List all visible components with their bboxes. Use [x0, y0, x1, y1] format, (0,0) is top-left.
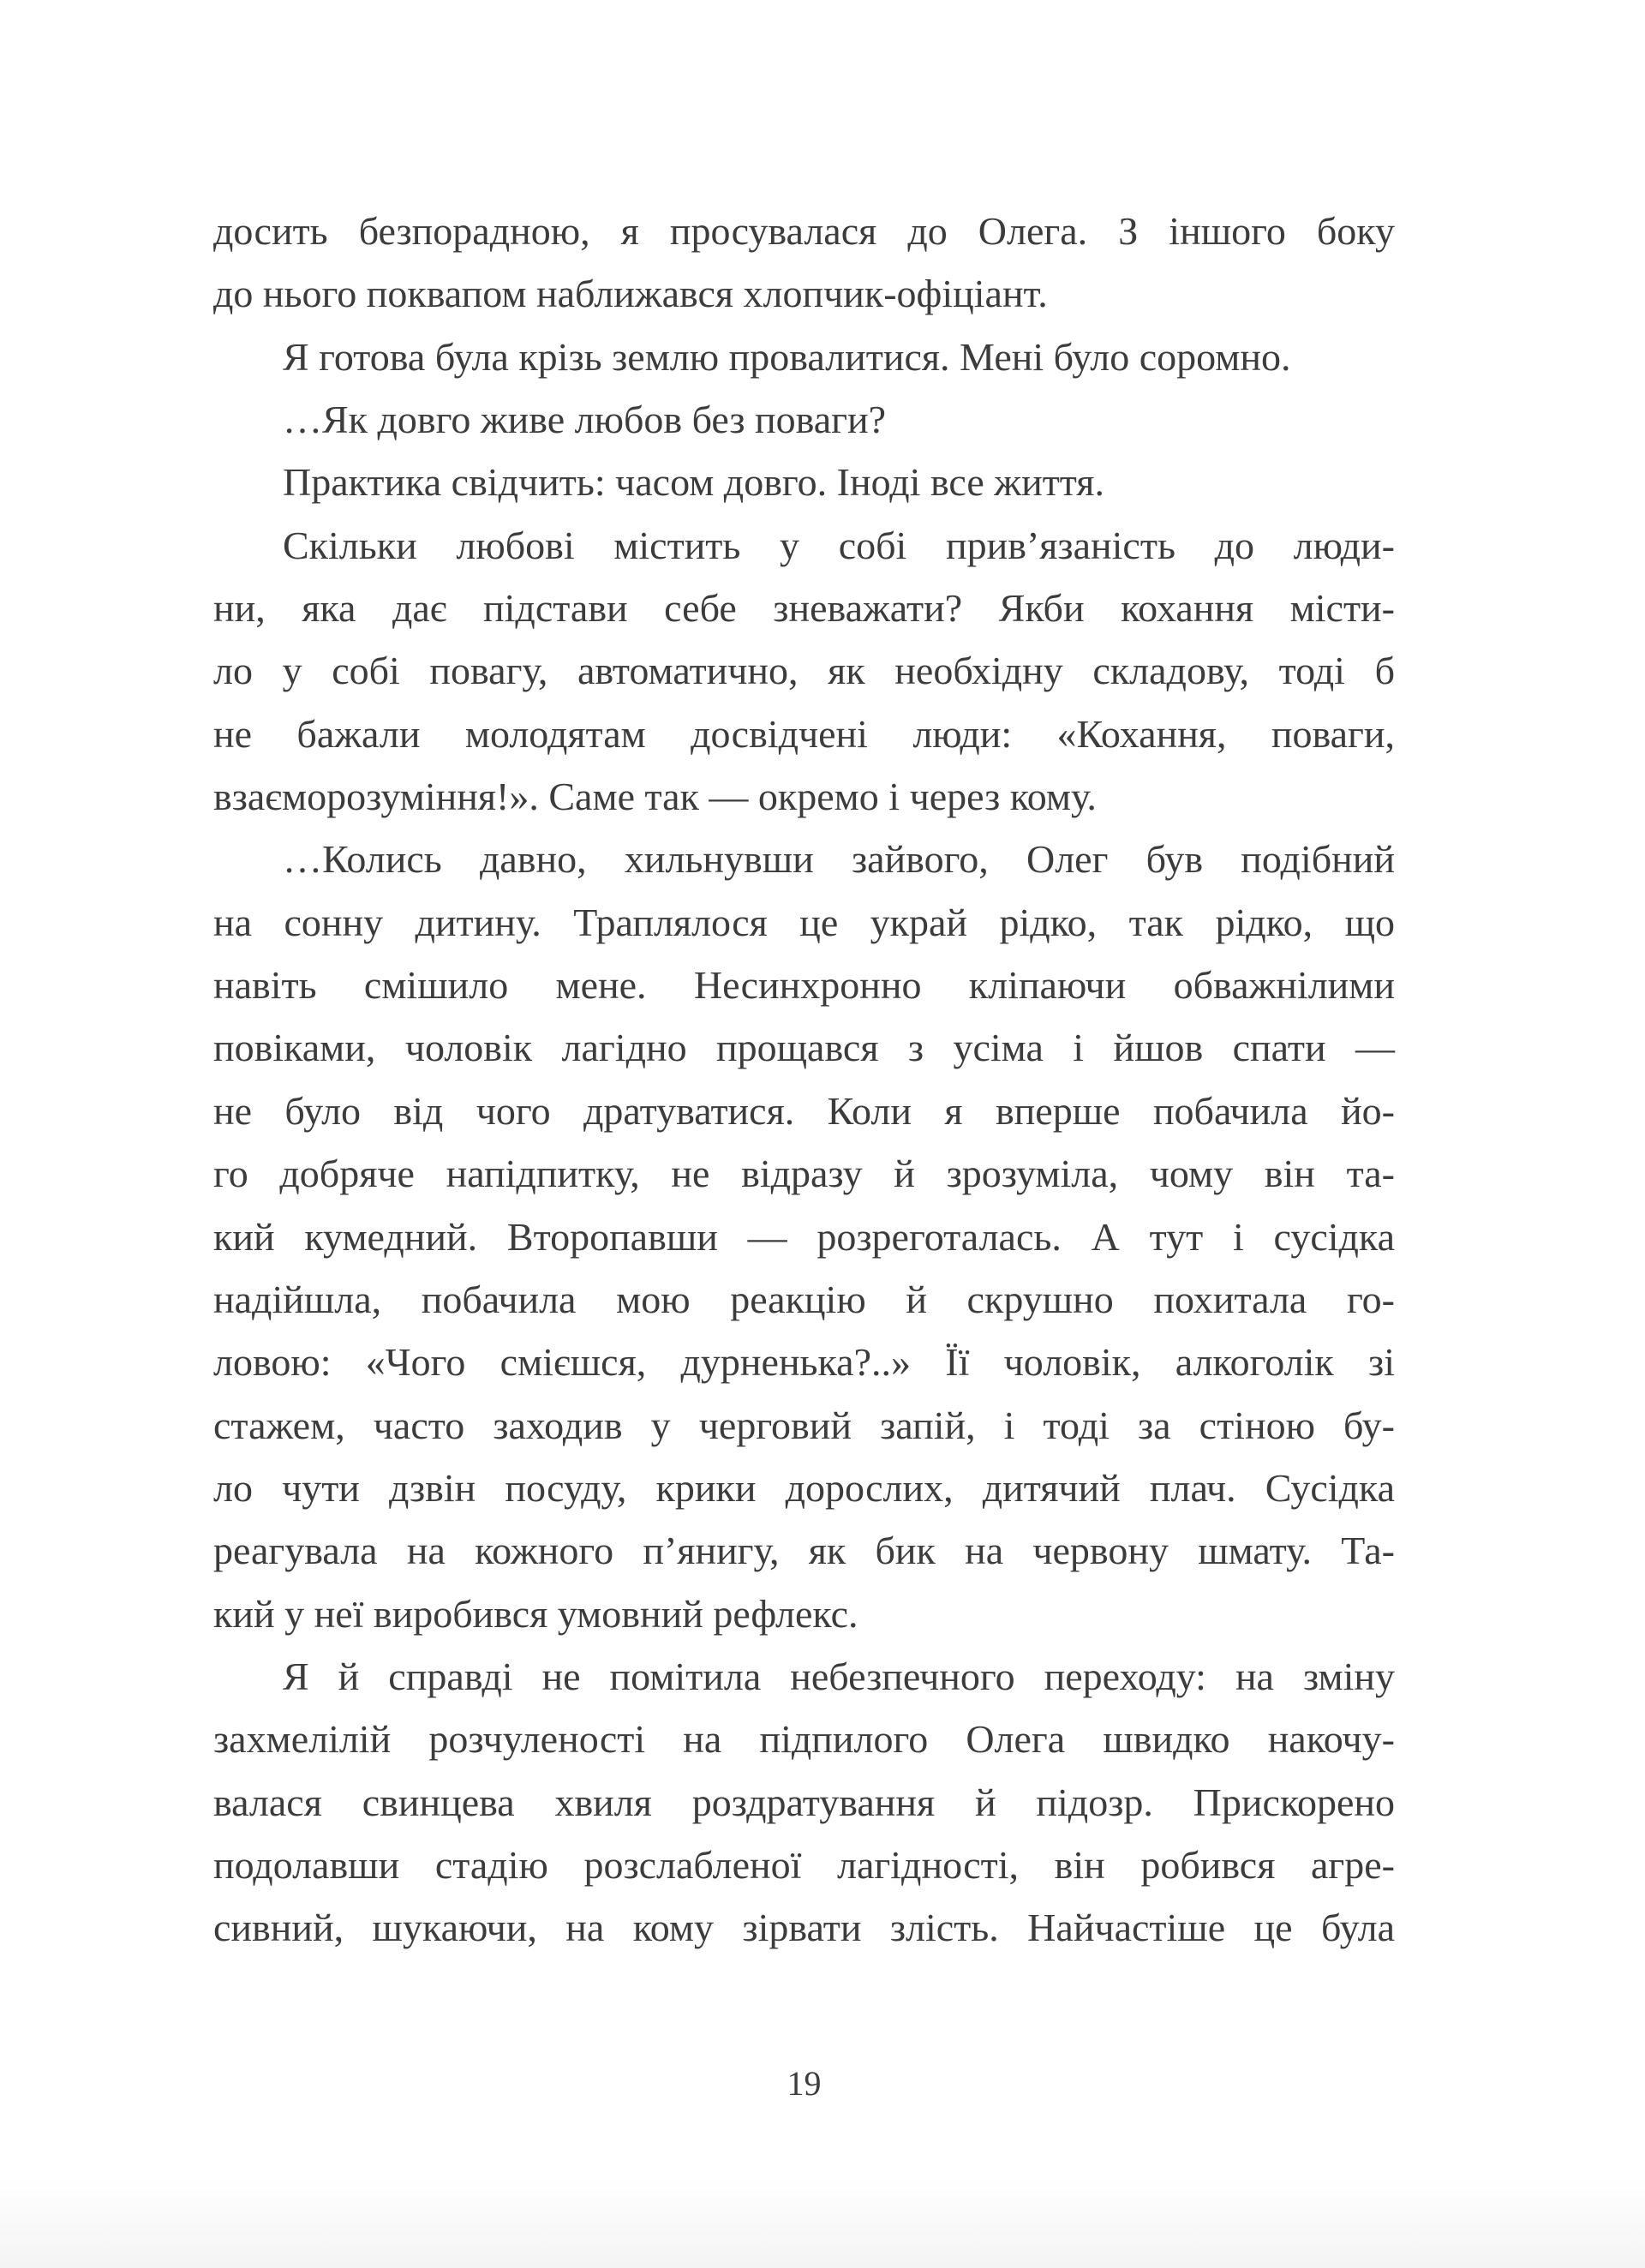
text-line: ни, яка дає підстави себе зневажати? Якби кохання місти-	[213, 586, 1395, 631]
text-line: стажем, часто заходив у черговий запій, і тоді за стіною бу-	[213, 1403, 1395, 1447]
paragraph	[213, 388, 1395, 451]
text-line: кий кумедний. Второпавши — розреготалась. А тут і сусідка	[213, 1214, 1395, 1259]
text-line: ло чути дзвін посуду, крики дорослих, дитячий плач. Сусідка	[213, 1465, 1395, 1510]
text-line: кий у неї виробився умовний рефлекс.	[213, 1591, 858, 1636]
paragraph	[213, 514, 1395, 829]
text-line: досить безпорадною, я просувалася до Олега. З іншого боку	[213, 209, 1395, 253]
text-line: повіками, чоловік лагідно прощався з усіма і йшов спати —	[213, 1026, 1395, 1070]
text-line: навіть смішило мене. Несинхронно кліпаючи обважнілими	[213, 963, 1395, 1008]
text-line: …Як довго живе любов без поваги?	[283, 398, 887, 442]
text-line: Я й справді не помітила небезпечного переходу: на зміну	[283, 1654, 1395, 1698]
text-line: надійшла, побачила мою реакцію й скрушно похитала го-	[213, 1277, 1395, 1321]
paragraph	[213, 1645, 1395, 1960]
text-line: сивний, шукаючи, на кому зірвати злість. Найчастіше це була	[213, 1906, 1395, 1950]
text-line: не було від чого дратуватися. Коли я вперше побачила йо-	[213, 1088, 1395, 1133]
page-number: 19	[787, 2064, 822, 2103]
text-line: Практика свідчить: часом довго. Іноді все життя.	[283, 460, 1104, 505]
text-line: Я готова була крізь землю провалитися. Мені було соромно.	[283, 334, 1291, 379]
text-line: валася свинцева хвиля роздратування й підозр. Прискорено	[213, 1780, 1395, 1824]
text-line: ловою: «Чого смієшся, дурненька?..» Її чоловік, алкоголік зі	[213, 1340, 1395, 1385]
text-line: ло у собі повагу, автоматично, як необхідну складову, тоді б	[213, 649, 1395, 693]
text-line: подолавши стадію розслабленої лагідності, він робився агре-	[213, 1842, 1395, 1887]
paragraph	[213, 326, 1395, 388]
body-text	[213, 200, 1395, 1960]
paragraph	[213, 451, 1395, 513]
paragraph	[213, 828, 1395, 1644]
text-line: …Колись давно, хильнувши зайвого, Олег був подібний	[283, 837, 1395, 882]
text-line: не бажали молодятам досвідчені люди: «Кохання, поваги,	[213, 711, 1395, 756]
text-line: го добряче напідпитку, не відразу й зрозуміла, чому він та-	[213, 1152, 1395, 1196]
text-line: реагувала на кожного п’янигу, як бик на червону шмату. Та-	[213, 1529, 1395, 1573]
text-line: до нього поквапом наближався хлопчик-офіціант.	[213, 272, 1048, 316]
text-line: Скільки любові містить у собі прив’язаність до люди-	[283, 523, 1395, 567]
paragraph	[213, 200, 1395, 326]
text-line: взаєморозуміння!». Саме так — окремо і через кому.	[213, 775, 1097, 819]
text-line: на сонну дитину. Траплялося це украй рідко, так рідко, що	[213, 900, 1395, 944]
text-line: захмелілій розчуленості на підпилого Олега швидко накочу-	[213, 1717, 1395, 1762]
